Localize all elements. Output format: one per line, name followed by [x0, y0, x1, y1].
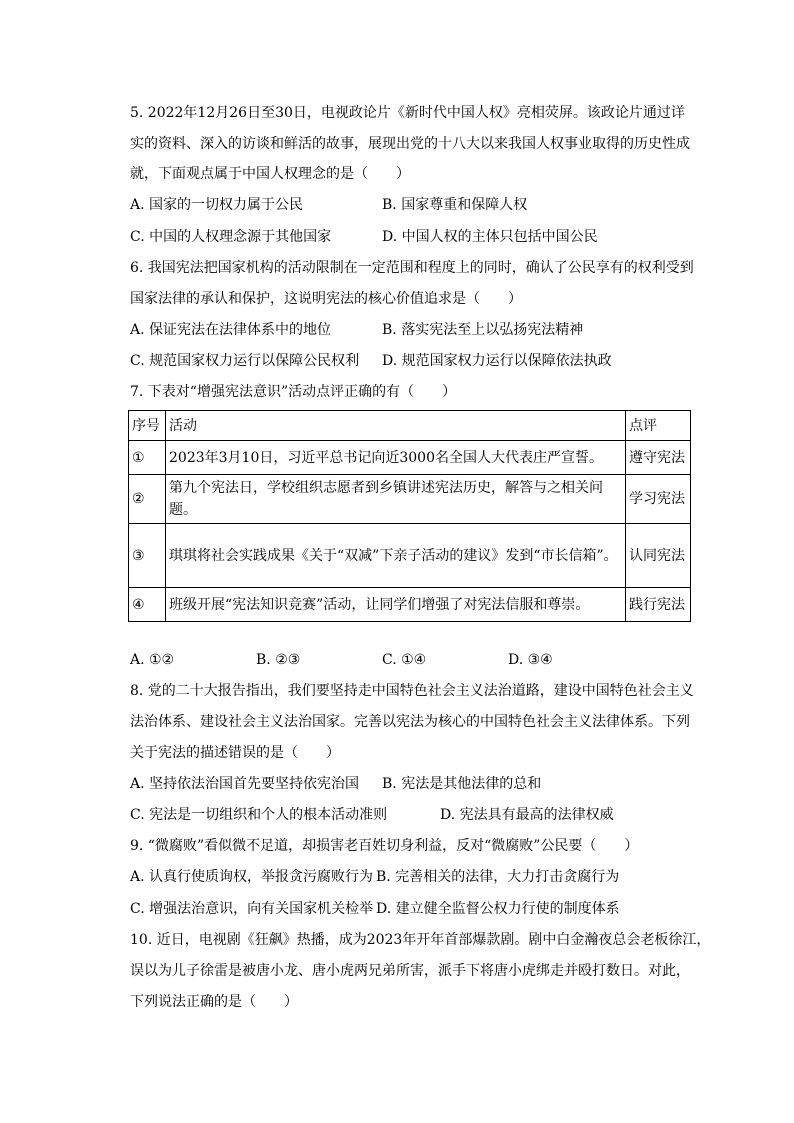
row-comment: 学习宪法 — [626, 475, 691, 524]
q9-option-b: B. 完善相关的法律，大力打击贪腐行为 — [376, 869, 620, 885]
q7-activity-table — [128, 410, 691, 622]
q8-stem-line-1: 8. 党的二十大报告指出，我们要坚持走中国特色社会主义法治道路，建设中国特色社会主义 — [130, 683, 694, 699]
row-activity: 2023年3月10日，习近平总书记向近3000名全国人大代表庄严宣誓。 — [166, 441, 626, 475]
q7-stem: 7. 下表对“增强宪法意识”活动点评正确的有（ ） — [130, 384, 457, 400]
table-row — [129, 524, 691, 588]
q5-stem-line-3: 就，下面观点属于中国人权理念的是（ ） — [130, 166, 410, 182]
row-no: ② — [129, 475, 166, 524]
q7-option-a: A. ①② — [130, 652, 175, 668]
q8-option-d: D. 宪法具有最高的法律权威 — [440, 807, 614, 823]
row-comment: 遵守宪法 — [626, 441, 691, 475]
q8-option-c: C. 宪法是一切组织和个人的根本活动准则 — [130, 807, 388, 823]
table-row — [129, 475, 691, 524]
q7-option-c: C. ①④ — [382, 652, 427, 668]
q10-stem-line-3: 下列说法正确的是（ ） — [130, 994, 298, 1010]
row-comment: 践行宪法 — [626, 588, 691, 622]
q8-stem-line-2: 法治体系、建设社会主义法治国家。完善以宪法为核心的中国特色社会主义法律体系。下列 — [130, 714, 690, 730]
table-header-row — [129, 411, 691, 441]
q5-option-b: B. 国家尊重和保障人权 — [382, 197, 528, 213]
q6-stem-line-2: 国家法律的承认和保护，这说明宪法的核心价值追求是（ ） — [130, 291, 522, 307]
table-row — [129, 588, 691, 622]
q9-stem-line-1: 9. “微腐败”看似微不足道，却损害老百姓切身利益，反对“微腐败”公民要（ ） — [130, 838, 639, 854]
q5-option-c: C. 中国的人权理念源于其他国家 — [130, 229, 332, 245]
q8-option-b: B. 宪法是其他法律的总和 — [382, 776, 542, 792]
q9-option-c: C. 增强法治意识，向有关国家机关检举 — [130, 901, 374, 917]
header-no: 序号 — [129, 411, 166, 441]
q5-option-d: D. 中国人权的主体只包括中国公民 — [382, 229, 598, 245]
q9-option-d: D. 建立健全监督公权力行使的制度体系 — [376, 901, 620, 917]
q8-stem-line-3: 关于宪法的描述错误的是（ ） — [130, 745, 340, 761]
q5-stem-line-1: 5. 2022年12月26日至30日，电视政论片《新时代中国人权》亮相荧屏。该政论片通过详 — [130, 105, 685, 121]
q10-stem-line-2: 误以为儿子徐雷是被唐小龙、唐小虎两兄弟所害，派手下将唐小虎绑走并殴打数日。对此， — [130, 963, 690, 979]
q8-option-a: A. 坚持依法治国首先要坚持依宪治国 — [130, 776, 360, 792]
row-activity: 班级开展“宪法知识竞赛”活动，让同学们增强了对宪法信服和尊崇。 — [166, 588, 626, 622]
row-no: ③ — [129, 524, 166, 588]
row-no: ① — [129, 441, 166, 475]
q6-option-c: C. 规范国家权力运行以保障公民权利 — [130, 353, 360, 369]
q5-option-a: A. 国家的一切权力属于公民 — [130, 197, 304, 213]
q10-stem-line-1: 10. 近日，电视剧《狂飙》热播，成为2023年开年首部爆款剧。剧中白金瀚夜总会老板徐江， — [130, 932, 711, 948]
q9-option-a: A. 认真行使质询权，举报贪污腐败行为 — [130, 869, 374, 885]
q6-stem-line-1: 6. 我国宪法把国家机构的活动限制在一定范围和程度上的同时，确认了公民享有的权利受到 — [130, 260, 694, 276]
header-comment: 点评 — [626, 411, 691, 441]
header-activity: 活动 — [166, 411, 626, 441]
row-activity: 第九个宪法日，学校组织志愿者到乡镇讲述宪法历史，解答与之相关问题。 — [166, 475, 626, 524]
q7-option-d: D. ③④ — [508, 652, 553, 668]
row-no: ④ — [129, 588, 166, 622]
q6-option-b: B. 落实宪法至上以弘扬宪法精神 — [382, 322, 584, 338]
q6-option-a: A. 保证宪法在法律体系中的地位 — [130, 322, 332, 338]
q7-option-b: B. ②③ — [256, 652, 301, 668]
table-row — [129, 441, 691, 475]
q5-stem-line-2: 实的资料、深入的访谈和鲜活的故事，展现出党的十八大以来我国人权事业取得的历史性成 — [130, 136, 690, 152]
q6-option-d: D. 规范国家权力运行以保障依法执政 — [382, 353, 612, 369]
row-comment: 认同宪法 — [626, 524, 691, 588]
row-activity: 琪琪将社会实践成果《关于“双减”下亲子活动的建议》发到“市长信箱”。 — [166, 524, 626, 588]
